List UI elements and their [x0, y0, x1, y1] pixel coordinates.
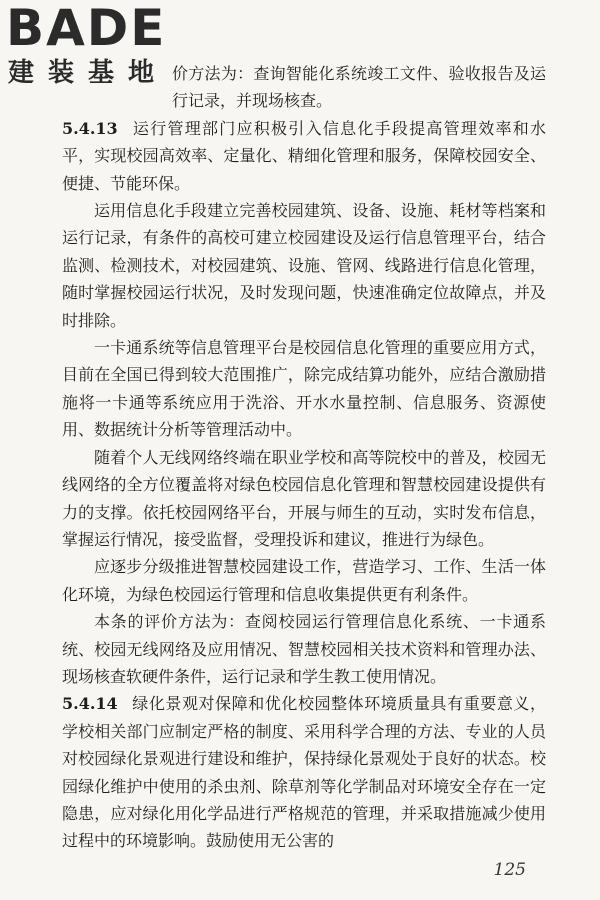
- page-number: 125: [493, 860, 526, 880]
- section-number: 5.4.13: [62, 118, 118, 138]
- document-body: [62, 60, 546, 855]
- paragraph: 随着个人无线网络终端在职业学校和高等院校中的普及，校园无线网络的全方位覆盖将对绿色校园信息化管理和智慧校园建设提供有力的支撑。依托校园网络平台，开展与师生的互动，实时发布信息，掌握运行情况，接受监督，受理投诉和建议，推进行为绿色。: [62, 447, 546, 549]
- logo-chinese: 建装基地: [8, 58, 169, 88]
- section-5-4-14: 5.4.14 绿化景观对保障和优化校园整体环境质量具有重要意义，学校相关部门应制定严格的制度、采用科学合理的方法、专业的人员对校园绿化景观进行建设和维护，保持绿化景观处于良好的状态。校园绿化维护中使用的杀虫剂、除草剂等化学制品对环境安全存在一定隐患，应对绿化用化学品进行严格规范的管理，并采取措施减少使用过程中的环境影响。鼓励使用无公害的: [62, 694, 546, 851]
- section-5-4-13: 5.4.13 运行管理部门应积极引入信息化手段提高管理效率和水平，实现校园高效率、定量化、精细化管理和服务，保障校园安全、便捷、节能环保。: [62, 118, 546, 193]
- paragraph: 应逐步分级推进智慧校园建设工作，营造学习、工作、生活一体化环境，为绿色校园运行管理和信息收集提供更有利条件。: [62, 557, 546, 604]
- logo-brand: BADE: [6, 0, 167, 57]
- paragraph: 一卡通系统等信息管理平台是校园信息化管理的重要应用方式，目前在全国已得到较大范围推广，除完成结算功能外，应结合激励措施将一卡通等系统应用于洗浴、开水水量控制、信息服务、资源使用、数据统计分析等管理活动中。: [62, 338, 546, 440]
- paragraph: 本条的评价方法为：查阅校园运行管理信息化系统、一卡通系统、校园无线网络及应用情况、智慧校园相关技术资料和管理办法、现场核查软硬件条件，运行记录和学生教工使用情况。: [62, 612, 546, 686]
- paragraph: 运用信息化手段建立完善校园建筑、设备、设施、耗材等档案和运行记录，有条件的高校可建立校园建设及运行信息管理平台，结合监测、检测技术，对校园建筑、设施、管网、线路进行信息化管理，随时掌握校园运行状况，及时发现问题，快速准确定位故障点，并及时排除。: [62, 201, 546, 330]
- paragraph: 价方法为：查询智能化系统竣工文件、验收报告及运行记录，并现场核查。: [172, 64, 546, 111]
- section-number: 5.4.14: [62, 694, 118, 714]
